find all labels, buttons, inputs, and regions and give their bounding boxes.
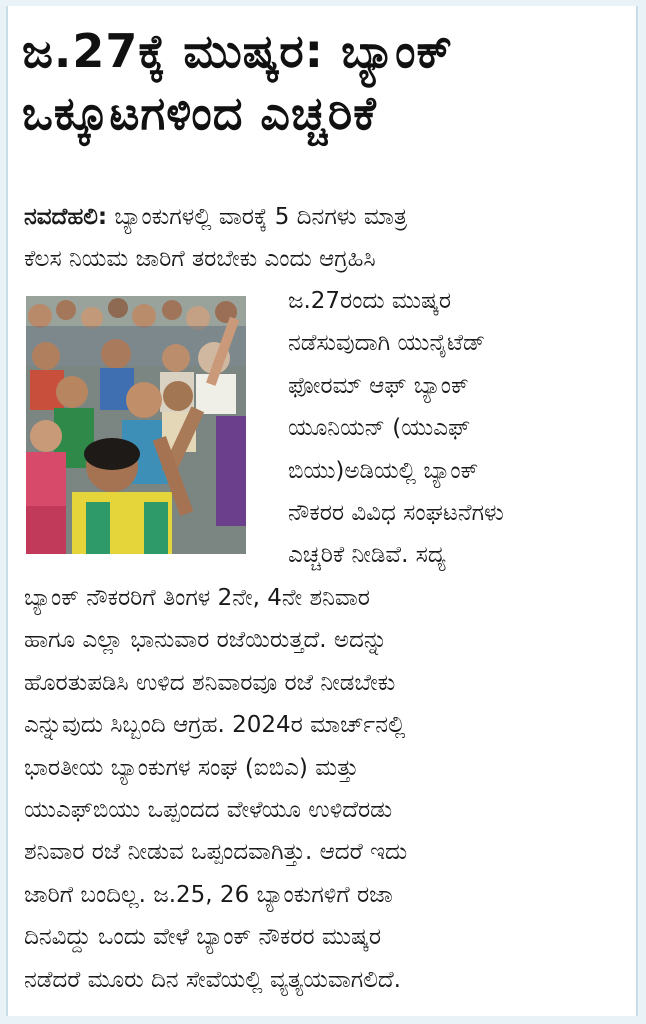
article-line: ಫೋರಮ್ ಆಫ್ ಬ್ಯಾಂಕ್ — [288, 372, 469, 399]
article-line: ನಡೆದರೆ ಮೂರು ದಿನ ಸೇವೆಯಲ್ಲಿ ವ್ಯತ್ಯಯವಾಗಲಿದೆ. — [24, 966, 401, 993]
article-line-text: ಬ್ಯಾಂಕುಗಳಲ್ಲಿ ವಾರಕ್ಕೆ 5 ದಿನಗಳು ಮಾತ್ರ — [107, 204, 408, 230]
article-line: ಎನ್ನುವುದು ಸಿಬ್ಬಂದಿ ಆಗ್ರಹ. 2024ರ ಮಾರ್ಚ್‌ನಲ್ಲಿ — [24, 712, 406, 739]
article-bottom-text — [24, 577, 624, 1001]
article-line: ಬ್ಯಾಂಕ್ ನೌಕರರಿಗೆ ತಿಂಗಳ 2ನೇ, 4ನೇ ಶನಿವಾರ — [24, 585, 370, 611]
article-line: ನೌಕರರ ವಿವಿಧ ಸಂಘಟನೆಗಳು — [288, 500, 504, 527]
article-line: ಎಚ್ಚರಿಕೆ ನೀಡಿವೆ. ಸದ್ಯ — [288, 542, 446, 569]
article-line: ಬಿಯು)ಅಡಿಯಲ್ಲಿ ಬ್ಯಾಂಕ್ — [288, 457, 479, 484]
headline-line-1: ಜ.27ಕ್ಕೆ ಮುಷ್ಕರ: ಬ್ಯಾಂಕ್ — [22, 24, 454, 78]
article-line: ಕೆಲಸ ನಿಯಮ ಜಾರಿಗೆ ತರಬೇಕು ಎಂದು ಆಗ್ರಹಿಸಿ — [24, 246, 376, 273]
article-line: ದಿನವಿದ್ದು ಒಂದು ವೇಳೆ ಬ್ಯಾಂಕ್ ನೌಕರರ ಮುಷ್ಕರ — [24, 924, 382, 951]
article-line: ಭಾರತೀಯ ಬ್ಯಾಂಕುಗಳ ಸಂಘ (ಐಬಿಎ) ಮತ್ತು — [24, 754, 359, 781]
article-line: ಯೂನಿಯನ್ (ಯುಎಫ್ — [288, 415, 471, 442]
protest-photo — [26, 296, 246, 554]
article-line: ಹೊರತುಪಡಿಸಿ ಉಳಿದ ಶನಿವಾರವೂ ರಜೆ ನೀಡಬೇಕು — [24, 669, 396, 696]
article-line: ಹಾಗೂ ಎಲ್ಲಾ ಭಾನುವಾರ ರಜೆಯಿರುತ್ತದೆ. ಅದನ್ನು — [24, 627, 388, 654]
article-line: ನಡೆಸುವುದಾಗಿ ಯುನೈಟೆಡ್ — [288, 330, 486, 357]
article-line: ಯುಎಫ್‌ಬಿಯು ಒಪ್ಪಂದದ ವೇಳೆಯೂ ಉಳಿದೆರಡು — [24, 797, 393, 824]
article-top-text — [24, 196, 624, 281]
article-line: ಜ.27ರಂದು ಮುಷ್ಕರ — [288, 288, 452, 314]
article-line: ಜಾರಿಗೆ ಬಂದಿಲ್ಲ. ಜ.25, 26 ಬ್ಯಾಂಕುಗಳಿಗೆ ರಜಾ — [24, 881, 393, 908]
headline-line-2: ಒಕ್ಕೂಟಗಳಿಂದ ಎಚ್ಚರಿಕೆ — [22, 86, 377, 140]
article-line — [24, 196, 624, 238]
headline — [22, 20, 632, 144]
article-line: ಶನಿವಾರ ರಜೆ ನೀಡುವ ಒಪ್ಪಂದವಾಗಿತ್ತು. ಆದರೆ ಇದು — [24, 839, 408, 866]
article-side-text — [288, 280, 628, 577]
dateline: ನವದೆಹಲಿ: — [24, 204, 108, 230]
